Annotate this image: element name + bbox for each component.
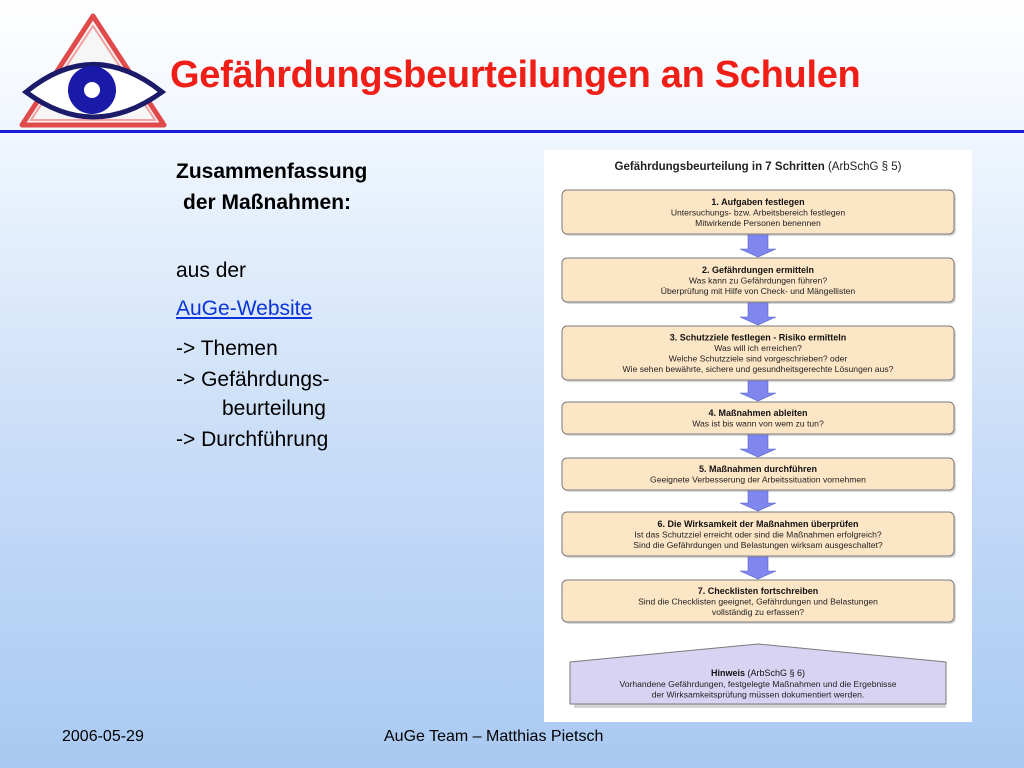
flow-step-3: [562, 326, 956, 382]
summary-heading: [176, 156, 496, 218]
eye-triangle-icon: [18, 12, 168, 130]
flow-step-text: Überprüfung mit Hilfe von Check- und Mängellisten: [660, 285, 856, 296]
flow-arrow-down-icon: [740, 235, 776, 257]
flow-step-text: Ist das Schutzziel erreicht oder sind die Maßnahmen erfolgreich?: [634, 529, 882, 540]
flow-note-title-bold: Hinweis: [710, 668, 748, 678]
logo-eye-triangle: [18, 12, 168, 130]
flow-step-text: Sind die Gefährdungen und Belastungen wirksam ausgeschaltet?: [633, 539, 883, 550]
flow-step-title: 1. Aufgaben festlegen: [711, 196, 805, 207]
flowchart-diagram: [544, 150, 972, 722]
flow-step-title: 4. Maßnahmen ableiten: [708, 408, 808, 418]
title-divider: [0, 130, 1024, 133]
flowchart-heading-bold: Gefährdungsbeurteilung in 7 Schritten: [614, 161, 828, 173]
footer-author: AuGe Team – Matthias Pietsch: [384, 728, 604, 745]
nav-item-gefaehrdung: -> Gefährdungs-: [176, 368, 330, 391]
flow-step-1: [562, 190, 956, 236]
footer-date: 2006-05-29: [62, 728, 144, 745]
flow-note-title-ref: (ArbSchG § 6): [747, 668, 806, 678]
flow-note: [570, 644, 946, 708]
flow-step-text: Wie sehen bewährte, sichere und gesundheitsgerechte Lösungen aus?: [622, 364, 894, 374]
page-title: Gefährdungsbeurteilungen an Schulen: [170, 54, 861, 96]
flow-step-text: Untersuchungs- bzw. Arbeitsbereich festlegen: [670, 207, 846, 218]
flow-step-title: 7. Checklisten fortschreiben: [697, 585, 819, 596]
flow-step-text: Mitwirkende Personen benennen: [695, 217, 821, 228]
flow-step-text: Was ist bis wann von wem zu tun?: [692, 418, 824, 429]
flow-step-title: 2. Gefährdungen ermitteln: [701, 264, 815, 275]
flow-step-4: [562, 402, 956, 436]
flow-arrow-down-icon: [740, 491, 776, 511]
flow-arrow-down-icon: [740, 435, 776, 457]
summary-line-2: der Maßnahmen:: [183, 191, 352, 214]
flowchart-heading: [615, 161, 902, 173]
summary-panel: [176, 156, 496, 456]
flow-note-title: [711, 668, 805, 678]
nav-item-durchfuehrung: -> Durchführung: [176, 428, 329, 451]
flowchart-panel: [544, 150, 972, 722]
flow-step-6: [562, 512, 956, 558]
flow-step-title: 6. Die Wirksamkeit der Maßnahmen überprüfen: [657, 518, 859, 529]
flow-step-text: Was kann zu Gefährdungen führen?: [688, 275, 828, 286]
flow-step-text: Was will ich erreichen?: [714, 343, 802, 353]
flow-step-text: Welche Schutzziele sind vorgeschrieben? oder: [668, 353, 848, 364]
nav-item-beurteilung: beurteilung: [222, 397, 326, 420]
flow-step-5: [562, 458, 956, 492]
flow-step-text: vollständig zu erfassen?: [711, 606, 805, 617]
flowchart-heading-ref: (ArbSchG § 5): [827, 161, 902, 173]
flow-step-7: [562, 580, 956, 624]
flow-note-text: Vorhandene Gefährdungen, festgelegte Maßnahmen und die Ergebnisse: [619, 679, 897, 689]
nav-path: [176, 332, 496, 456]
flow-step-text: Geeignete Verbesserung der Arbeitssituation vornehmen: [650, 474, 866, 485]
flow-note-text: der Wirksamkeitsprüfung müssen dokumentiert werden.: [651, 689, 865, 700]
summary-line-1: Zusammenfassung: [176, 160, 368, 183]
flow-step-title: 5. Maßnahmen durchführen: [698, 464, 818, 474]
flow-arrow-down-icon: [740, 381, 776, 401]
flow-step-text: Sind die Checklisten geeignet, Gefährdungen und Belastungen: [638, 596, 878, 607]
source-prefix: aus der: [176, 259, 247, 282]
nav-item-themen: -> Themen: [176, 337, 278, 360]
flow-step-title: 3. Schutzziele festlegen - Risiko ermitteln: [669, 332, 847, 343]
flow-arrow-down-icon: [740, 303, 776, 325]
flow-arrow-down-icon: [740, 557, 776, 579]
auge-website-link[interactable]: AuGe-Website: [176, 297, 313, 320]
flow-step-2: [562, 258, 956, 304]
